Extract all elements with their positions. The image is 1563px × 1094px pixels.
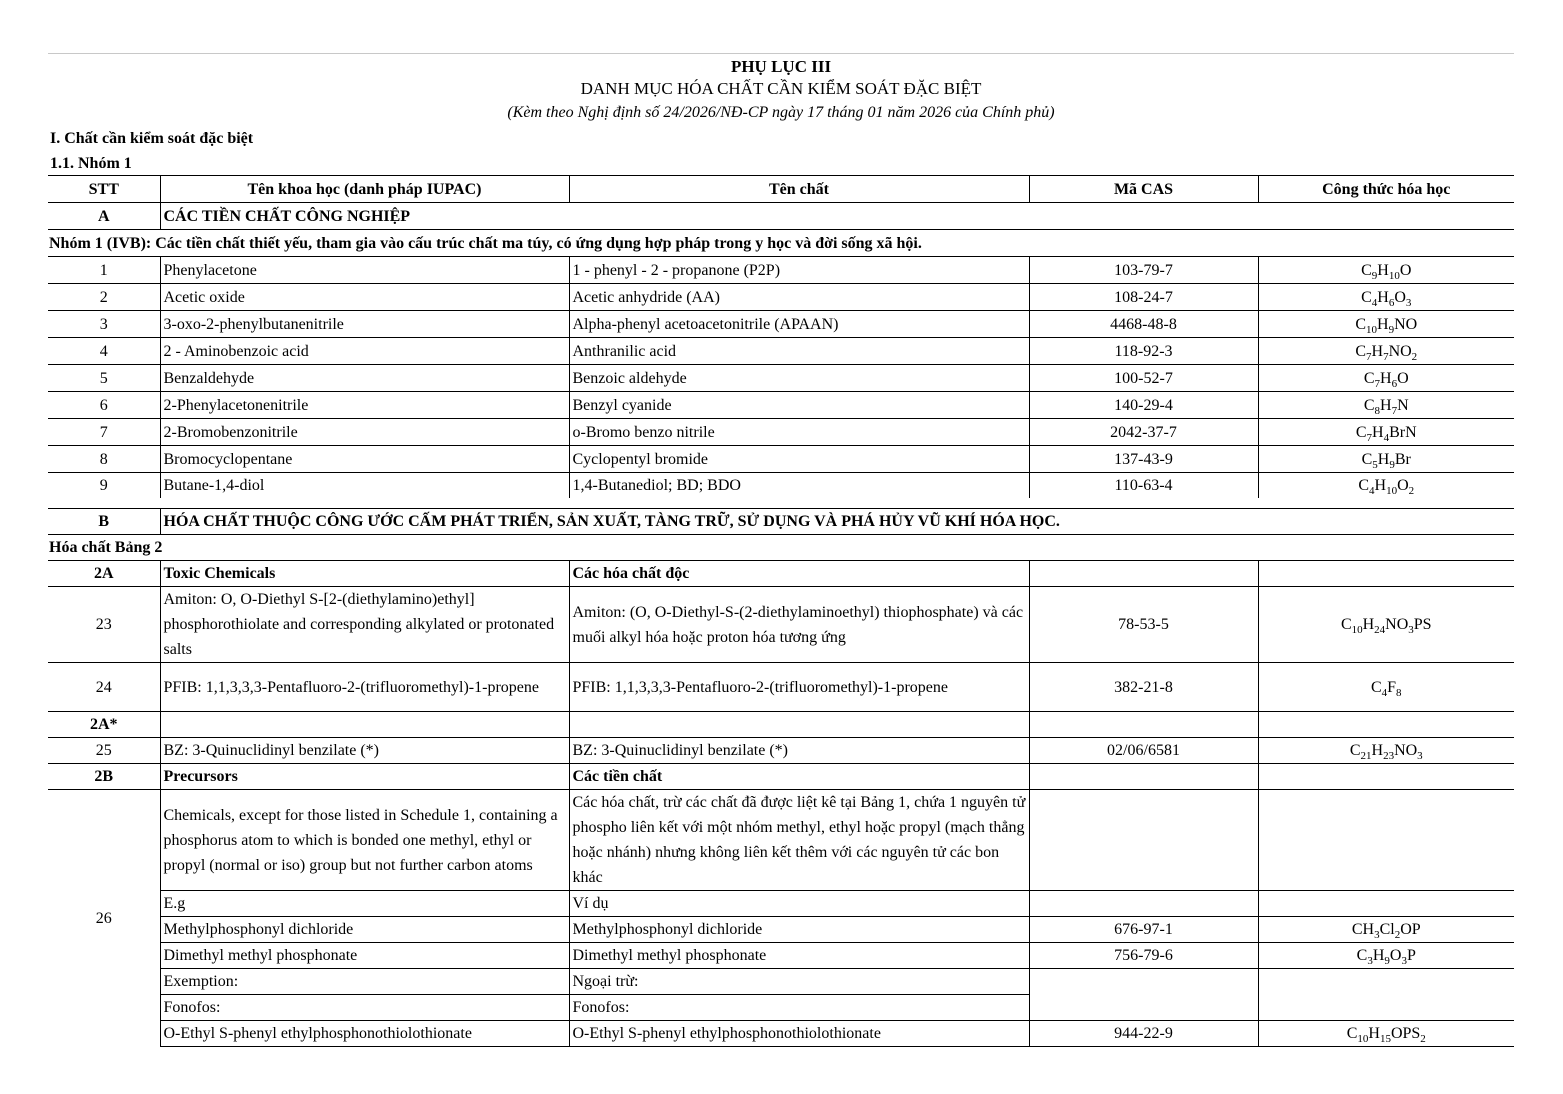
table-row [48, 365, 1514, 392]
row-cas: 02/06/6581 [1029, 738, 1258, 764]
row-vi: Amiton: (O, O-Diethyl-S-(2-diethylaminoethyl) thiophosphate) và các muối alkyl hóa hoặc proton hóa tương ứng [569, 587, 1029, 663]
row-formula: $C_{21}H_{23}NO_3$ [1258, 738, 1514, 764]
empty-cell [1029, 969, 1258, 1021]
table-body [48, 257, 1514, 499]
table-row [48, 587, 1514, 663]
group-row [48, 509, 1514, 535]
subgroup-label: Nhóm 1 (IVB): Các tiền chất thiết yếu, tham gia vào cấu trúc chất ma túy, có ứng dụng hợp pháp trong y học và đời sống xã hội. [48, 230, 1514, 257]
row-stt: 3 [48, 311, 160, 338]
row-formula: $C_7H_7NO_2$ [1258, 338, 1514, 365]
table-row [48, 446, 1514, 473]
row-vi: PFIB: 1,1,3,3,3-Pentafluoro-2-(trifluoromethyl)-1-propene [569, 663, 1029, 712]
row-stt: 25 [48, 738, 160, 764]
group-label: CÁC TIỀN CHẤT CÔNG NGHIỆP [160, 203, 1514, 230]
row-name: Benzyl cyanide [569, 392, 1029, 419]
table-row [48, 969, 1514, 995]
category-code: 2A [48, 561, 160, 587]
row-vi: Ngoại trừ: [569, 969, 1029, 995]
category-code: 2A* [48, 712, 160, 738]
row-en: Fonofos: [160, 995, 569, 1021]
row-stt: 7 [48, 419, 160, 446]
appendix-subtitle: DANH MỤC HÓA CHẤT CẦN KIỂM SOÁT ĐẶC BIỆT [580, 79, 982, 98]
empty-cell [1258, 790, 1514, 891]
col-header-stt: STT [48, 176, 160, 203]
row-cas: 4468-48-8 [1029, 311, 1258, 338]
row-cas: 110-63-4 [1029, 473, 1258, 499]
col-header-iupac: Tên khoa học (danh pháp IUPAC) [160, 176, 569, 203]
row-iupac: Bromocyclopentane [160, 446, 569, 473]
precursor-table [48, 175, 1514, 498]
row-stt: 24 [48, 663, 160, 712]
row-stt: 23 [48, 587, 160, 663]
row-formula: $C_7H_4BrN$ [1258, 419, 1514, 446]
row-name: Anthranilic acid [569, 338, 1029, 365]
row-vi: Ví dụ [569, 891, 1029, 917]
row-en: Dimethyl methyl phosphonate [160, 943, 569, 969]
table-row [48, 738, 1514, 764]
empty-cell [1258, 712, 1514, 738]
decree-note: (Kèm theo Nghị định số 24/2026/NĐ-CP ngày 17 tháng 01 năm 2026 của Chính phủ) [507, 104, 1055, 121]
row-stt: 4 [48, 338, 160, 365]
row-en: O-Ethyl S-phenyl ethylphosphonothiolothionate [160, 1021, 569, 1047]
row-en: PFIB: 1,1,3,3,3-Pentafluoro-2-(trifluoromethyl)-1-propene [160, 663, 569, 712]
table-row [48, 1021, 1514, 1047]
schedule-2-table [48, 508, 1514, 1047]
row-formula: $C_9H_{10}O$ [1258, 257, 1514, 284]
empty-cell [1258, 969, 1514, 1021]
row-formula: $C_{10}H_{15}OPS_2$ [1258, 1021, 1514, 1047]
row-formula: $CH_3Cl_2OP$ [1258, 917, 1514, 943]
table-row [48, 943, 1514, 969]
appendix-title: PHỤ LỤC III [730, 57, 832, 76]
section-heading: I. Chất cần kiểm soát đặc biệt [50, 130, 254, 147]
category-vi: Các tiền chất [569, 764, 1029, 790]
row-cas: 382-21-8 [1029, 663, 1258, 712]
row-stt: 5 [48, 365, 160, 392]
category-vi: Các hóa chất độc [569, 561, 1029, 587]
row-iupac: Benzaldehyde [160, 365, 569, 392]
row-formula: $C_{10}H_{24}NO_3PS$ [1258, 587, 1514, 663]
row-cas: 140-29-4 [1029, 392, 1258, 419]
row-formula: $C_4H_6O_3$ [1258, 284, 1514, 311]
schedule-row [48, 535, 1514, 561]
category-row [48, 764, 1514, 790]
row-iupac: Butane-1,4-diol [160, 473, 569, 499]
row-stt: 8 [48, 446, 160, 473]
row-stt: 26 [48, 790, 160, 1047]
group-row [48, 203, 1514, 230]
category-row [48, 561, 1514, 587]
row-vi: Methylphosphonyl dichloride [569, 917, 1029, 943]
row-vi: Các hóa chất, trừ các chất đã được liệt kê tại Bảng 1, chứa 1 nguyên tử phospho liên kết với một nhóm methyl, ethyl hoặc propyl (mạch thẳng hoặc nhánh) nhưng không liên kết thêm với các nguyên tử các bon khác [569, 790, 1029, 891]
row-en: Methylphosphonyl dichloride [160, 917, 569, 943]
group-label: HÓA CHẤT THUỘC CÔNG ƯỚC CẤM PHÁT TRIỂN, SẢN XUẤT, TÀNG TRỮ, SỬ DỤNG VÀ PHÁ HỦY VŨ KHÍ HÓA HỌC. [160, 509, 1514, 535]
row-iupac: Acetic oxide [160, 284, 569, 311]
row-cas: 118-92-3 [1029, 338, 1258, 365]
table-row [48, 284, 1514, 311]
row-en: Chemicals, except for those listed in Schedule 1, containing a phosphorus atom to which is bonded one methyl, ethyl or propyl (normal or iso) group but not further carbon atoms [160, 790, 569, 891]
row-iupac: 2-Bromobenzonitrile [160, 419, 569, 446]
row-stt: 1 [48, 257, 160, 284]
row-name: Alpha-phenyl acetoacetonitrile (APAAN) [569, 311, 1029, 338]
row-cas: 78-53-5 [1029, 587, 1258, 663]
sheet-top-border [48, 53, 1514, 54]
subgroup-row [48, 230, 1514, 257]
schedule-label: Hóa chất Bảng 2 [48, 535, 1514, 561]
col-header-name: Tên chất [569, 176, 1029, 203]
table-row [48, 917, 1514, 943]
table-row [48, 473, 1514, 499]
empty-cell [1258, 764, 1514, 790]
row-name: o-Bromo benzo nitrile [569, 419, 1029, 446]
empty-cell [1029, 764, 1258, 790]
group-code: A [48, 203, 160, 230]
row-stt: 2 [48, 284, 160, 311]
row-cas: 944-22-9 [1029, 1021, 1258, 1047]
table-row [48, 419, 1514, 446]
row-vi: BZ: 3-Quinuclidinyl benzilate (*) [569, 738, 1029, 764]
subsection-heading: 1.1. Nhóm 1 [50, 155, 132, 172]
row-iupac: 2 - Aminobenzoic acid [160, 338, 569, 365]
category-row [48, 712, 1514, 738]
row-formula: $C_4F_8$ [1258, 663, 1514, 712]
row-formula: $C_3H_9O_3P$ [1258, 943, 1514, 969]
table-row [48, 790, 1514, 891]
empty-cell [1258, 891, 1514, 917]
row-name: Cyclopentyl bromide [569, 446, 1029, 473]
row-cas: 103-79-7 [1029, 257, 1258, 284]
empty-cell [1258, 561, 1514, 587]
row-vi: Fonofos: [569, 995, 1029, 1021]
row-cas: 2042-37-7 [1029, 419, 1258, 446]
category-en: Precursors [160, 764, 569, 790]
row-iupac: Phenylacetone [160, 257, 569, 284]
row-en: Amiton: O, O-Diethyl S-[2-(diethylamino)ethyl] phosphorothiolate and corresponding alkylated or protonated salts [160, 587, 569, 663]
row-formula: $C_8H_7N$ [1258, 392, 1514, 419]
empty-cell [1029, 790, 1258, 891]
row-name: Acetic anhydride (AA) [569, 284, 1029, 311]
category-code: 2B [48, 764, 160, 790]
row-cas: 756-79-6 [1029, 943, 1258, 969]
row-vi: O-Ethyl S-phenyl ethylphosphonothiolothionate [569, 1021, 1029, 1047]
table-row [48, 311, 1514, 338]
row-cas: 676-97-1 [1029, 917, 1258, 943]
col-header-cas: Mã CAS [1029, 176, 1258, 203]
empty-cell [1029, 561, 1258, 587]
row-iupac: 2-Phenylacetonenitrile [160, 392, 569, 419]
empty-cell [1029, 712, 1258, 738]
col-header-formula: Công thức hóa học [1258, 176, 1514, 203]
row-cas: 108-24-7 [1029, 284, 1258, 311]
row-cas: 137-43-9 [1029, 446, 1258, 473]
row-vi: Dimethyl methyl phosphonate [569, 943, 1029, 969]
table-row [48, 392, 1514, 419]
category-en: Toxic Chemicals [160, 561, 569, 587]
row-stt: 6 [48, 392, 160, 419]
row-formula: $C_{10}H_9NO$ [1258, 311, 1514, 338]
empty-cell [1029, 891, 1258, 917]
group-code: B [48, 509, 160, 535]
row-formula: $C_5H_9Br$ [1258, 446, 1514, 473]
empty-cell [160, 712, 569, 738]
row-name: 1 - phenyl - 2 - propanone (P2P) [569, 257, 1029, 284]
row-en: E.g [160, 891, 569, 917]
table-row [48, 257, 1514, 284]
row-cas: 100-52-7 [1029, 365, 1258, 392]
row-formula: $C_7H_6O$ [1258, 365, 1514, 392]
table-header-row [48, 176, 1514, 203]
empty-cell [569, 712, 1029, 738]
table-row [48, 338, 1514, 365]
table-row [48, 891, 1514, 917]
row-en: BZ: 3-Quinuclidinyl benzilate (*) [160, 738, 569, 764]
row-stt: 9 [48, 473, 160, 499]
row-formula: $C_4H_{10}O_2$ [1258, 473, 1514, 499]
row-iupac: 3-oxo-2-phenylbutanenitrile [160, 311, 569, 338]
row-name: 1,4-Butanediol; BD; BDO [569, 473, 1029, 499]
table-row [48, 663, 1514, 712]
row-name: Benzoic aldehyde [569, 365, 1029, 392]
row-en: Exemption: [160, 969, 569, 995]
